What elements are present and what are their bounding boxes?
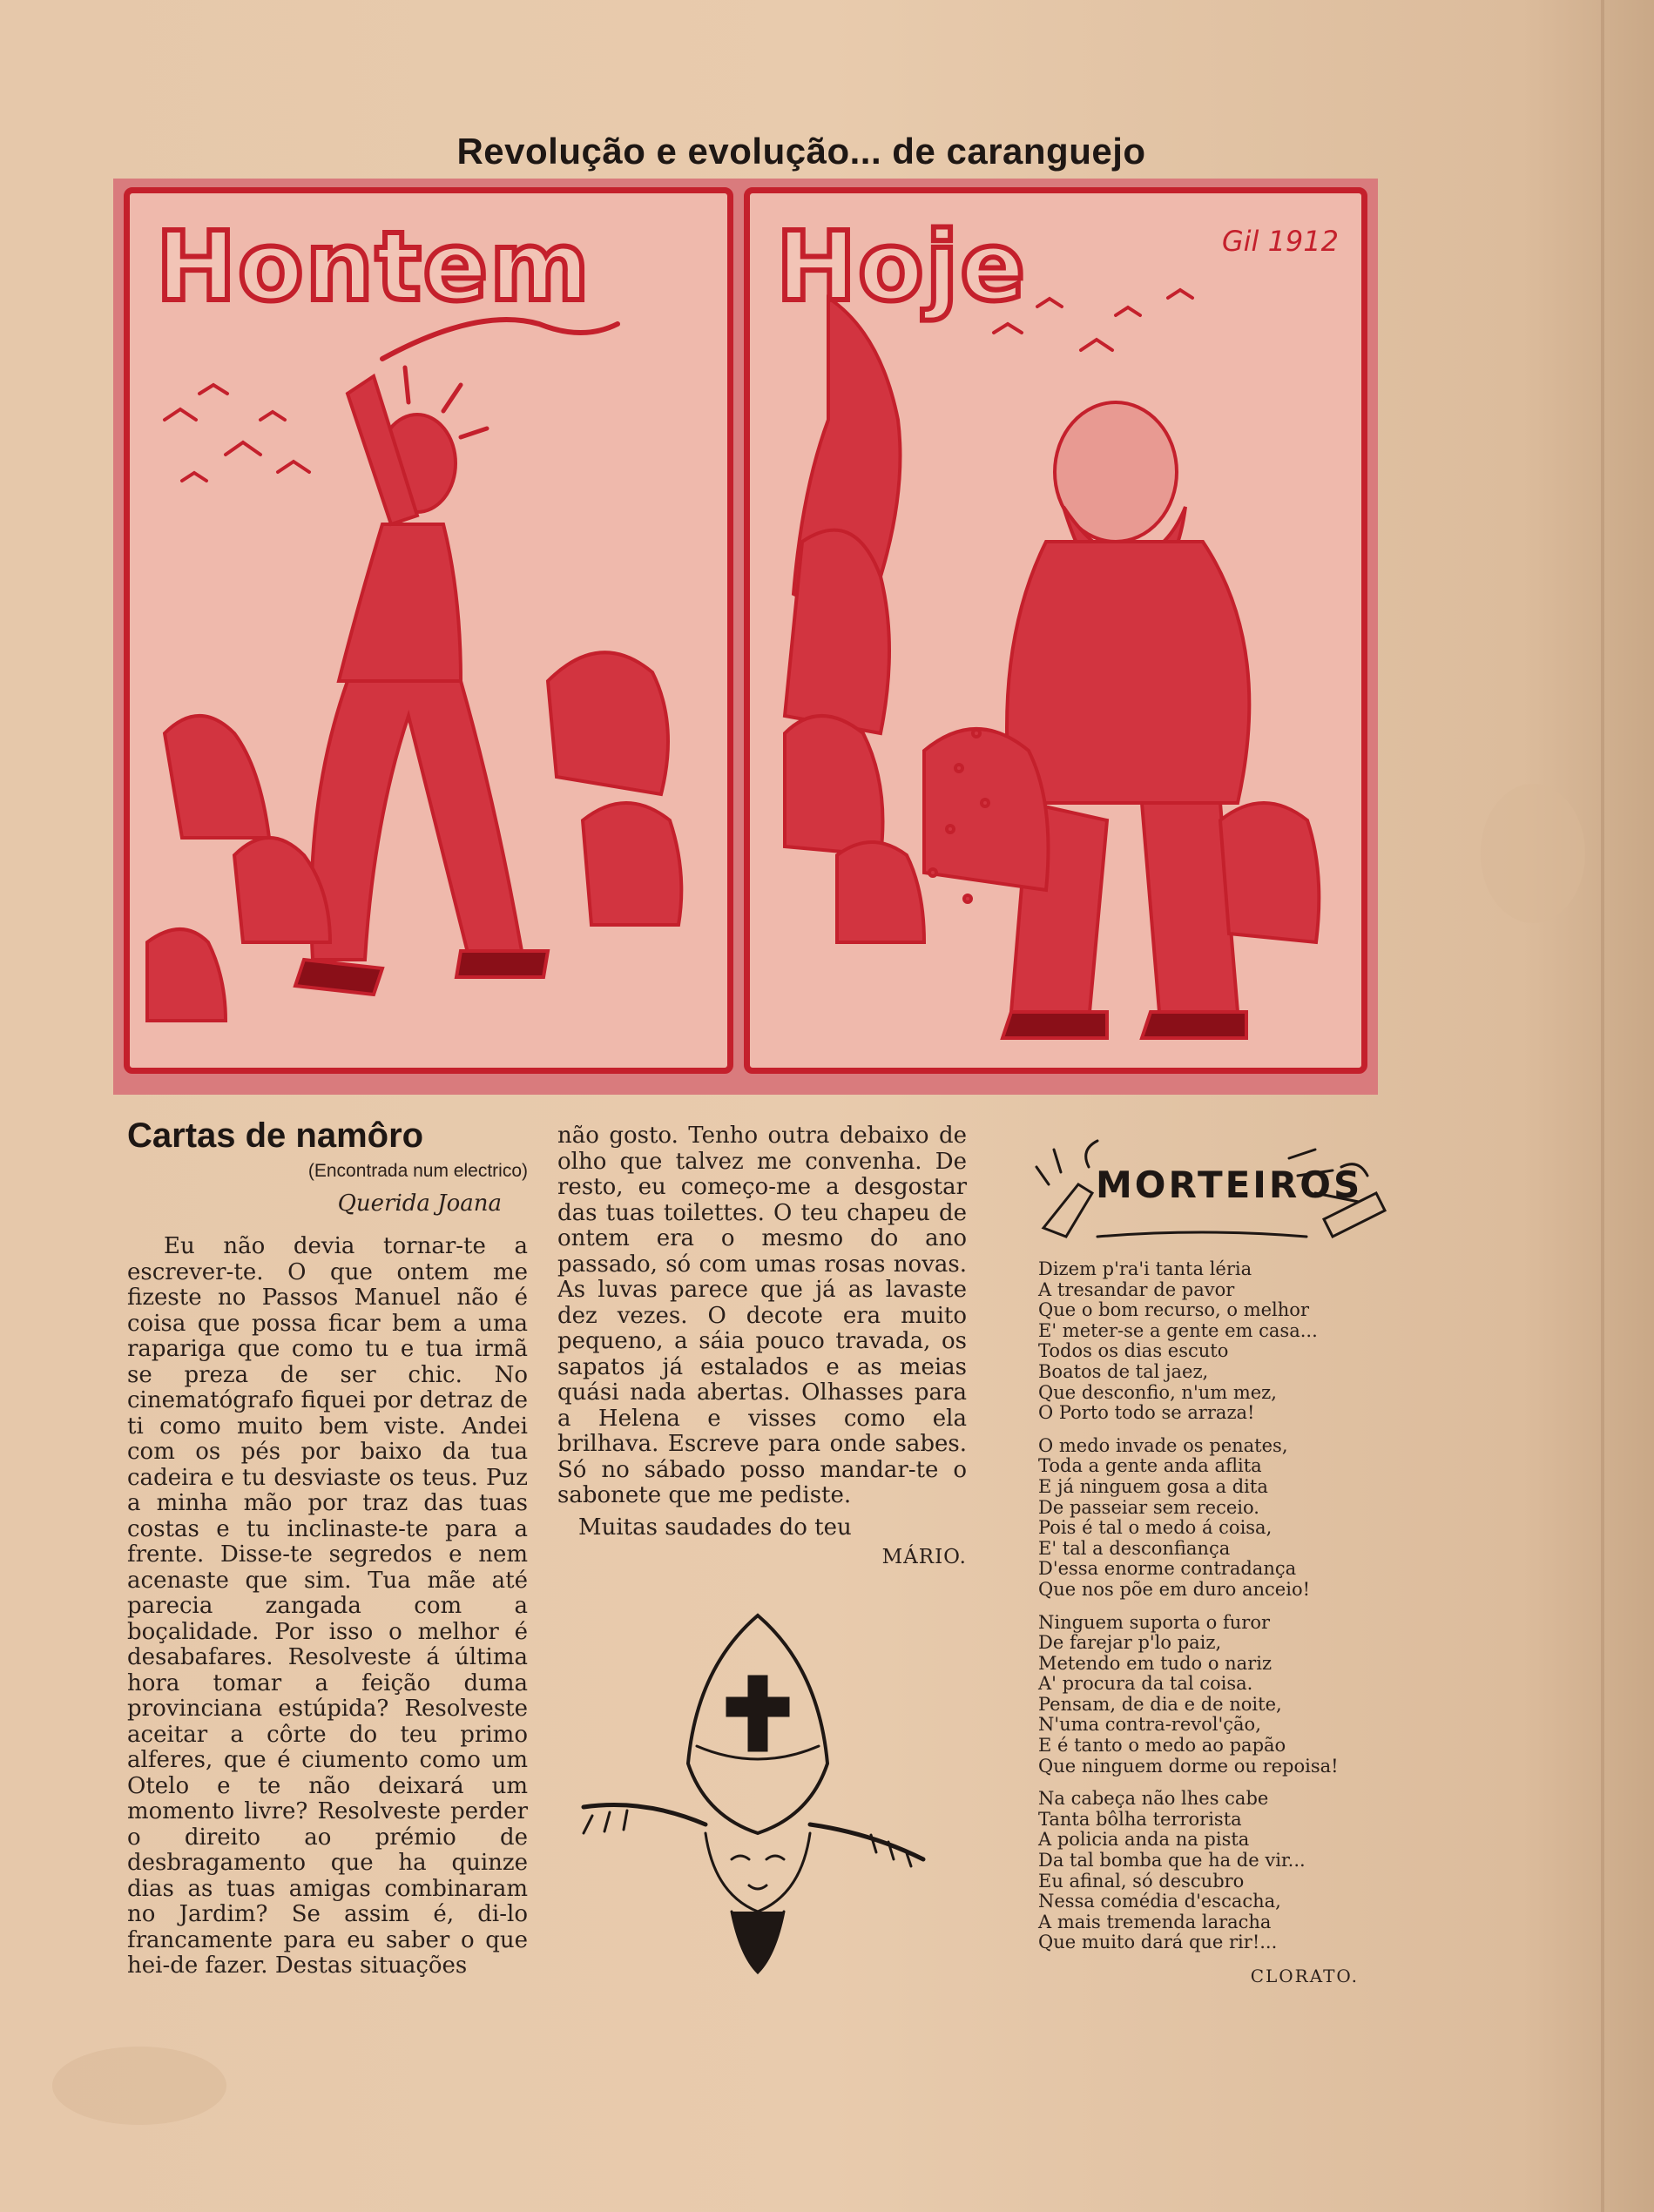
poem-verse: Eu afinal, só descubro bbox=[1038, 1870, 1245, 1892]
letter-subtitle: (Encontrada num electrico) bbox=[307, 1161, 528, 1181]
letter-column-1 bbox=[127, 1116, 528, 1979]
bishop-caricature bbox=[575, 1607, 941, 1981]
poem-verse: De passeiar sem receio. bbox=[1038, 1496, 1259, 1518]
poem-verse: E já ninguem gosa a dita bbox=[1038, 1475, 1268, 1497]
letter-body-part-1: Eu não devia tornar-te a escrever-te. O que ontem me fizeste no Passos Manuel não é coisa que possa ficar bem a uma rapariga que como tu e tua irmã se preza de ser chic. No cinematógrafo fiquei por detraz de ti como muito bem viste. Andei com os pés por baixo da tua cadeira e tu desviaste os teus. Puz a minha mão por traz das tuas costas e tu inclinaste-te para a frente. Disse-te segredos e nem acenaste que sim. Tua mãe até parecia zangada com a boçalidade. Por isso o melhor é desabafares. Resolveste á última hora tomar a feição duma provinciana estúpida? Resolveste aceitar a côrte do teu primo alferes, que é ciumento como um Otelo e te não deixará um momento livre? Resolveste perder o direito ao prémio de desbragamento que ha quinze dias as tuas amigas combinaram no Jardim? Se assim é, di-lo francamente para eu saber o que hei-de fazer. Destas situações bbox=[127, 1233, 528, 1979]
letter-author: MÁRIO. bbox=[881, 1545, 967, 1568]
poem-verse: Que nos põe em duro anceio! bbox=[1038, 1578, 1311, 1600]
paper-stain bbox=[52, 2047, 226, 2125]
cartoon-drawing-today bbox=[750, 193, 1361, 1068]
letter-signoff: Muitas saudades do teu bbox=[578, 1514, 852, 1541]
poem-verse: Nessa comédia d'escacha, bbox=[1038, 1891, 1281, 1912]
poem-verse: O medo invade os penates, bbox=[1038, 1434, 1288, 1456]
poem-verse: A tresandar de pavor bbox=[1038, 1278, 1235, 1300]
poem-verse: N'uma contra-revol'ção, bbox=[1038, 1714, 1261, 1736]
poem-column bbox=[1028, 1132, 1394, 1986]
page-fold bbox=[1601, 0, 1604, 2212]
poem-verse: A mais tremenda laracha bbox=[1038, 1911, 1272, 1932]
poem-verse: D'essa enorme contradança bbox=[1038, 1558, 1297, 1580]
poem-verse: De farejar p'lo paiz, bbox=[1038, 1632, 1222, 1654]
poem-verse: Pois é tal o medo á coisa, bbox=[1038, 1517, 1273, 1539]
poem-verse: Que o bom recurso, o melhor bbox=[1038, 1299, 1309, 1321]
poem-verse: E é tanto o medo ao papão bbox=[1038, 1735, 1286, 1757]
poem-stanza bbox=[1028, 1613, 1394, 1777]
poem-verse: O Porto todo se arraza! bbox=[1038, 1402, 1255, 1424]
poem-title: MORTEIROS bbox=[1096, 1163, 1363, 1206]
poem-verse: Que desconfio, n'um mez, bbox=[1038, 1381, 1277, 1403]
cartoon-panel-today bbox=[744, 187, 1367, 1074]
page-title: Revolução e evolução... de caranguejo bbox=[456, 131, 1146, 172]
poem-verse: Toda a gente anda aflita bbox=[1038, 1455, 1262, 1477]
poem-verse: Que muito dará que rir!... bbox=[1038, 1932, 1278, 1953]
letter-column-2 bbox=[557, 1123, 967, 1568]
letter-title: Cartas de namôro bbox=[127, 1116, 424, 1155]
poem-verse: A' procura da tal coisa. bbox=[1038, 1673, 1253, 1695]
poem-verse: Da tal bomba que ha de vir... bbox=[1038, 1850, 1306, 1871]
poem-verse: Boatos de tal jaez, bbox=[1038, 1360, 1209, 1382]
letter-salutation: Querida Joana bbox=[337, 1190, 502, 1217]
poem-verse: Na cabeça não lhes cabe bbox=[1038, 1788, 1269, 1810]
poem-verse: E' meter-se a gente em casa... bbox=[1038, 1319, 1318, 1341]
poem-verse: Dizem p'ra'i tanta léria bbox=[1038, 1258, 1252, 1279]
poem-author: CLORATO. bbox=[1250, 1966, 1359, 1986]
paper-stain bbox=[1481, 784, 1585, 923]
artist-signature: Gil 1912 bbox=[1221, 225, 1339, 258]
letter-body-part-2: não gosto. Tenho outra debaixo de olho que talvez me convenha. De resto, eu começo-me a desgostar das tuas toilettes. O teu chapeu de ontem era o mesmo do ano passado, só com umas rosas novas. As luvas parece que já as lavaste dez vezes. O decote era muito pequeno, a sáia pouco travada, os sapatos já estalados e as meias quási nada abertas. Olhasses para a Helena e visses como ela brilhava. Escreve para onde sabes. Só no sábado posso mandar-te o sabonete que me pediste. bbox=[557, 1123, 967, 1508]
label-today: Hoje bbox=[776, 211, 1027, 322]
cartoon-panel-yesterday bbox=[124, 187, 733, 1074]
cartoon-drawing-yesterday bbox=[130, 193, 727, 1068]
cartoon-illustration bbox=[113, 179, 1378, 1095]
poem-verse: E' tal a desconfiança bbox=[1038, 1537, 1231, 1559]
poem-stanza bbox=[1028, 1436, 1394, 1601]
poem-verse: Pensam, de dia e de noite, bbox=[1038, 1693, 1282, 1715]
poem-verse: Todos os dias escuto bbox=[1038, 1340, 1229, 1362]
poem-verse: Ninguem suporta o furor bbox=[1038, 1611, 1270, 1633]
label-yesterday: Hontem bbox=[156, 211, 591, 322]
poem-verse: Metendo em tudo o nariz bbox=[1038, 1652, 1273, 1674]
poem-verse: Tanta bôlha terrorista bbox=[1038, 1808, 1242, 1830]
poem-stanza bbox=[1028, 1789, 1394, 1953]
poem-stanza bbox=[1028, 1259, 1394, 1424]
poem-heading bbox=[1028, 1132, 1394, 1245]
poem-verse: A policia anda na pista bbox=[1038, 1829, 1250, 1851]
poem-verse: Que ninguem dorme ou repoisa! bbox=[1038, 1755, 1339, 1777]
